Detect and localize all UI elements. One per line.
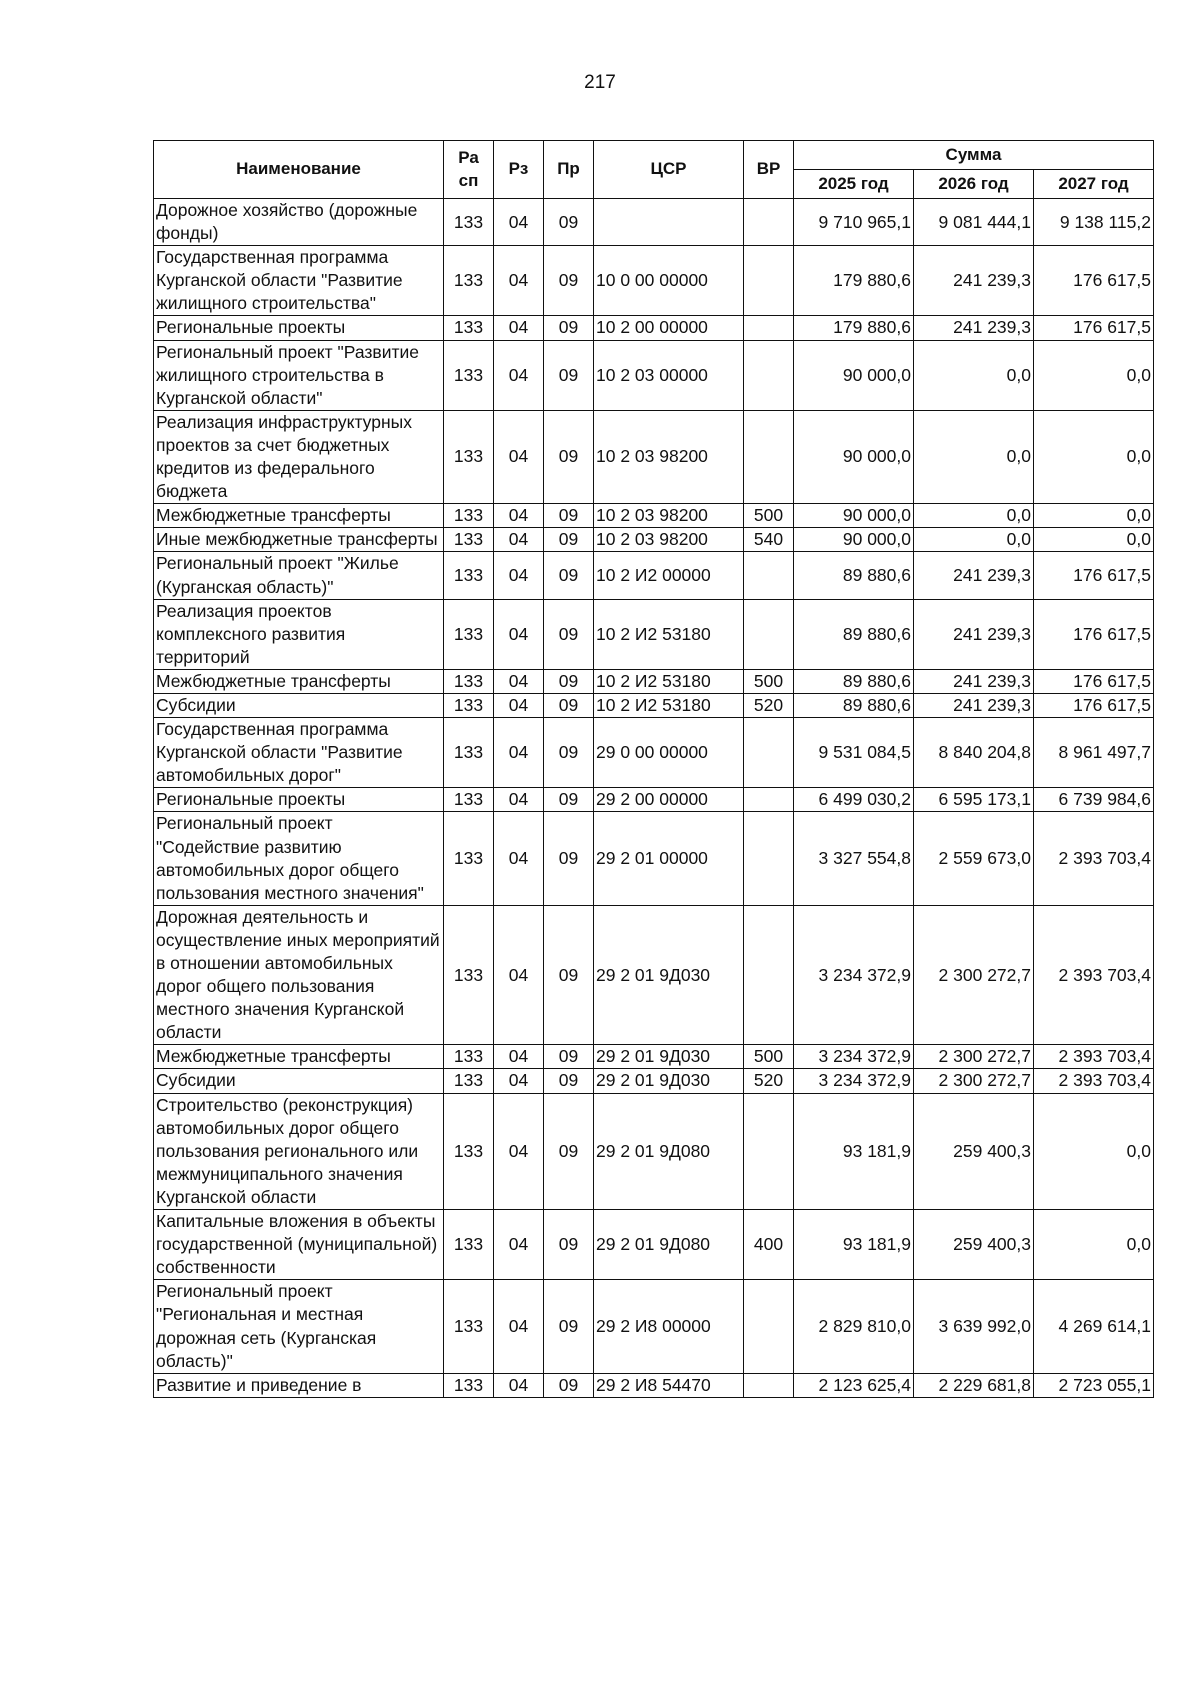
cell-2025: 179 880,6 — [794, 316, 914, 340]
cell-rasp: 133 — [444, 812, 494, 905]
cell-rasp: 133 — [444, 1069, 494, 1093]
cell-rz: 04 — [494, 669, 544, 693]
header-2025: 2025 год — [794, 170, 914, 199]
cell-rasp: 133 — [444, 246, 494, 316]
cell-2027: 0,0 — [1034, 528, 1154, 552]
cell-csr: 10 2 03 00000 — [594, 340, 744, 410]
cell-rz: 04 — [494, 1069, 544, 1093]
cell-2026: 241 239,3 — [914, 246, 1034, 316]
header-2026: 2026 год — [914, 170, 1034, 199]
cell-2027: 176 617,5 — [1034, 246, 1154, 316]
cell-csr: 29 2 И8 54470 — [594, 1373, 744, 1397]
cell-vr: 540 — [744, 528, 794, 552]
cell-pr: 09 — [544, 410, 594, 503]
cell-2025: 89 880,6 — [794, 599, 914, 669]
cell-rz: 04 — [494, 528, 544, 552]
cell-rasp: 133 — [444, 905, 494, 1045]
cell-csr: 29 2 01 00000 — [594, 812, 744, 905]
cell-2027: 176 617,5 — [1034, 552, 1154, 599]
cell-csr: 29 2 01 9Д030 — [594, 905, 744, 1045]
table-row — [154, 246, 1154, 316]
cell-pr: 09 — [544, 1210, 594, 1280]
cell-name: Субсидии — [154, 1069, 444, 1093]
cell-rz: 04 — [494, 905, 544, 1045]
table-row — [154, 669, 1154, 693]
cell-pr: 09 — [544, 552, 594, 599]
cell-vr — [744, 788, 794, 812]
cell-2027: 2 393 703,4 — [1034, 812, 1154, 905]
table-row — [154, 1373, 1154, 1397]
table-row — [154, 1093, 1154, 1209]
cell-csr: 10 2 03 98200 — [594, 528, 744, 552]
cell-rasp: 133 — [444, 504, 494, 528]
cell-2027: 176 617,5 — [1034, 316, 1154, 340]
cell-name: Реализация проектов комплексного развития территорий — [154, 599, 444, 669]
cell-name: Субсидии — [154, 693, 444, 717]
cell-2025: 2 123 625,4 — [794, 1373, 914, 1397]
cell-2026: 0,0 — [914, 528, 1034, 552]
cell-rz: 04 — [494, 599, 544, 669]
cell-pr: 09 — [544, 528, 594, 552]
table-row — [154, 788, 1154, 812]
cell-2026: 241 239,3 — [914, 316, 1034, 340]
cell-name: Развитие и приведение в — [154, 1373, 444, 1397]
cell-csr: 29 2 01 9Д030 — [594, 1069, 744, 1093]
cell-pr: 09 — [544, 693, 594, 717]
cell-2027: 2 723 055,1 — [1034, 1373, 1154, 1397]
cell-2026: 6 595 173,1 — [914, 788, 1034, 812]
cell-csr: 29 2 01 9Д080 — [594, 1210, 744, 1280]
cell-2027: 0,0 — [1034, 410, 1154, 503]
table-row — [154, 528, 1154, 552]
cell-name: Капитальные вложения в объекты государственной (муниципальной) собственности — [154, 1210, 444, 1280]
header-rasp-top: Ра — [458, 148, 479, 168]
cell-rz: 04 — [494, 246, 544, 316]
cell-2027: 2 393 703,4 — [1034, 1069, 1154, 1093]
cell-name: Региональные проекты — [154, 788, 444, 812]
cell-2025: 179 880,6 — [794, 246, 914, 316]
cell-pr: 09 — [544, 1069, 594, 1093]
cell-rasp: 133 — [444, 340, 494, 410]
table-body — [154, 199, 1154, 1398]
table-row — [154, 410, 1154, 503]
cell-2027: 9 138 115,2 — [1034, 199, 1154, 246]
cell-rasp: 133 — [444, 1373, 494, 1397]
cell-2025: 6 499 030,2 — [794, 788, 914, 812]
cell-2027: 176 617,5 — [1034, 693, 1154, 717]
cell-vr: 400 — [744, 1210, 794, 1280]
cell-rz: 04 — [494, 812, 544, 905]
cell-vr: 520 — [744, 693, 794, 717]
cell-2025: 90 000,0 — [794, 528, 914, 552]
cell-vr: 500 — [744, 1045, 794, 1069]
cell-rz: 04 — [494, 1045, 544, 1069]
cell-2026: 9 081 444,1 — [914, 199, 1034, 246]
cell-rz: 04 — [494, 552, 544, 599]
cell-csr: 10 2 00 00000 — [594, 316, 744, 340]
cell-name: Межбюджетные трансферты — [154, 669, 444, 693]
cell-2027: 8 961 497,7 — [1034, 718, 1154, 788]
cell-2025: 93 181,9 — [794, 1210, 914, 1280]
cell-2027: 176 617,5 — [1034, 669, 1154, 693]
cell-vr — [744, 718, 794, 788]
cell-rasp: 133 — [444, 1093, 494, 1209]
cell-2026: 3 639 992,0 — [914, 1280, 1034, 1373]
cell-csr: 10 2 03 98200 — [594, 410, 744, 503]
cell-2027: 2 393 703,4 — [1034, 905, 1154, 1045]
header-rz: Рз — [494, 141, 544, 199]
cell-csr: 29 2 00 00000 — [594, 788, 744, 812]
cell-rasp: 133 — [444, 669, 494, 693]
cell-vr — [744, 340, 794, 410]
table-row — [154, 1045, 1154, 1069]
cell-2026: 259 400,3 — [914, 1210, 1034, 1280]
cell-csr: 10 0 00 00000 — [594, 246, 744, 316]
cell-csr: 29 2 01 9Д030 — [594, 1045, 744, 1069]
cell-2027: 6 739 984,6 — [1034, 788, 1154, 812]
cell-rasp: 133 — [444, 788, 494, 812]
table-row — [154, 599, 1154, 669]
cell-vr — [744, 316, 794, 340]
cell-rz: 04 — [494, 788, 544, 812]
cell-pr: 09 — [544, 1280, 594, 1373]
cell-pr: 09 — [544, 1045, 594, 1069]
cell-csr: 10 2 И2 53180 — [594, 669, 744, 693]
header-pr: Пр — [544, 141, 594, 199]
cell-rasp: 133 — [444, 199, 494, 246]
cell-vr — [744, 812, 794, 905]
cell-2025: 3 327 554,8 — [794, 812, 914, 905]
cell-rz: 04 — [494, 340, 544, 410]
cell-2025: 89 880,6 — [794, 693, 914, 717]
cell-2025: 2 829 810,0 — [794, 1280, 914, 1373]
header-rasp — [444, 141, 494, 199]
cell-vr: 500 — [744, 669, 794, 693]
cell-vr — [744, 1093, 794, 1209]
cell-rz: 04 — [494, 1280, 544, 1373]
cell-2026: 2 300 272,7 — [914, 1045, 1034, 1069]
header-name: Наименование — [154, 141, 444, 199]
cell-pr: 09 — [544, 599, 594, 669]
cell-2025: 89 880,6 — [794, 552, 914, 599]
cell-2026: 2 300 272,7 — [914, 905, 1034, 1045]
cell-rz: 04 — [494, 1373, 544, 1397]
cell-2025: 90 000,0 — [794, 340, 914, 410]
cell-name: Иные межбюджетные трансферты — [154, 528, 444, 552]
cell-pr: 09 — [544, 316, 594, 340]
cell-name: Государственная программа Курганской области "Развитие автомобильных дорог" — [154, 718, 444, 788]
cell-2027: 0,0 — [1034, 1210, 1154, 1280]
cell-vr — [744, 552, 794, 599]
cell-name: Дорожная деятельность и осуществление иных мероприятий в отношении автомобильных дорог общего пользования местного значения Курганской области — [154, 905, 444, 1045]
cell-2025: 93 181,9 — [794, 1093, 914, 1209]
cell-2026: 0,0 — [914, 410, 1034, 503]
cell-pr: 09 — [544, 504, 594, 528]
cell-rasp: 133 — [444, 1210, 494, 1280]
cell-2026: 8 840 204,8 — [914, 718, 1034, 788]
table-row — [154, 693, 1154, 717]
cell-rasp: 133 — [444, 718, 494, 788]
header-2027: 2027 год — [1034, 170, 1154, 199]
cell-csr: 29 2 И8 00000 — [594, 1280, 744, 1373]
cell-pr: 09 — [544, 788, 594, 812]
cell-name: Межбюджетные трансферты — [154, 504, 444, 528]
cell-2026: 2 229 681,8 — [914, 1373, 1034, 1397]
header-sum: Сумма — [794, 141, 1154, 170]
header-csr: ЦСР — [594, 141, 744, 199]
table-row — [154, 504, 1154, 528]
cell-name: Региональные проекты — [154, 316, 444, 340]
table-row — [154, 199, 1154, 246]
cell-rz: 04 — [494, 504, 544, 528]
cell-pr: 09 — [544, 718, 594, 788]
cell-rasp: 133 — [444, 410, 494, 503]
cell-csr — [594, 199, 744, 246]
cell-rasp: 133 — [444, 1045, 494, 1069]
cell-csr: 10 2 03 98200 — [594, 504, 744, 528]
cell-2027: 2 393 703,4 — [1034, 1045, 1154, 1069]
table-row — [154, 1210, 1154, 1280]
cell-2025: 89 880,6 — [794, 669, 914, 693]
budget-table — [153, 140, 1154, 1398]
cell-vr: 500 — [744, 504, 794, 528]
page-number: 217 — [584, 72, 616, 93]
cell-name: Строительство (реконструкция) автомобильных дорог общего пользования регионального или межмуниципального значения Курганской области — [154, 1093, 444, 1209]
cell-2025: 9 710 965,1 — [794, 199, 914, 246]
cell-2026: 2 559 673,0 — [914, 812, 1034, 905]
table-row — [154, 812, 1154, 905]
cell-rz: 04 — [494, 410, 544, 503]
table-row — [154, 718, 1154, 788]
cell-pr: 09 — [544, 1093, 594, 1209]
cell-csr: 29 2 01 9Д080 — [594, 1093, 744, 1209]
cell-2027: 0,0 — [1034, 340, 1154, 410]
cell-rz: 04 — [494, 1210, 544, 1280]
cell-name: Региональный проект "Содействие развитию автомобильных дорог общего пользования местного значения" — [154, 812, 444, 905]
header-vr: ВР — [744, 141, 794, 199]
cell-vr — [744, 1280, 794, 1373]
cell-rasp: 133 — [444, 316, 494, 340]
cell-2027: 0,0 — [1034, 1093, 1154, 1209]
cell-name: Реализация инфраструктурных проектов за счет бюджетных кредитов из федерального бюджета — [154, 410, 444, 503]
cell-rz: 04 — [494, 693, 544, 717]
cell-csr: 29 0 00 00000 — [594, 718, 744, 788]
cell-2025: 90 000,0 — [794, 410, 914, 503]
cell-pr: 09 — [544, 669, 594, 693]
cell-csr: 10 2 И2 53180 — [594, 693, 744, 717]
cell-rz: 04 — [494, 199, 544, 246]
cell-vr — [744, 599, 794, 669]
cell-rz: 04 — [494, 1093, 544, 1209]
cell-name: Дорожное хозяйство (дорожные фонды) — [154, 199, 444, 246]
cell-pr: 09 — [544, 812, 594, 905]
cell-pr: 09 — [544, 199, 594, 246]
cell-vr — [744, 905, 794, 1045]
cell-pr: 09 — [544, 340, 594, 410]
cell-rz: 04 — [494, 718, 544, 788]
cell-pr: 09 — [544, 246, 594, 316]
cell-2025: 9 531 084,5 — [794, 718, 914, 788]
cell-name: Межбюджетные трансферты — [154, 1045, 444, 1069]
cell-vr: 520 — [744, 1069, 794, 1093]
cell-2027: 176 617,5 — [1034, 599, 1154, 669]
cell-vr — [744, 246, 794, 316]
cell-rz: 04 — [494, 316, 544, 340]
cell-rasp: 133 — [444, 528, 494, 552]
cell-2025: 3 234 372,9 — [794, 905, 914, 1045]
cell-name: Региональный проект "Жилье (Курганская область)" — [154, 552, 444, 599]
table-row — [154, 316, 1154, 340]
table-row — [154, 552, 1154, 599]
cell-2025: 3 234 372,9 — [794, 1069, 914, 1093]
cell-2025: 90 000,0 — [794, 504, 914, 528]
cell-name: Региональный проект "Региональная и местная дорожная сеть (Курганская область)" — [154, 1280, 444, 1373]
cell-pr: 09 — [544, 1373, 594, 1397]
cell-name: Государственная программа Курганской области "Развитие жилищного строительства" — [154, 246, 444, 316]
cell-2026: 241 239,3 — [914, 669, 1034, 693]
cell-csr: 10 2 И2 53180 — [594, 599, 744, 669]
cell-2026: 241 239,3 — [914, 599, 1034, 669]
cell-rasp: 133 — [444, 599, 494, 669]
cell-name: Региональный проект "Развитие жилищного строительства в Курганской области" — [154, 340, 444, 410]
cell-vr — [744, 1373, 794, 1397]
cell-2025: 3 234 372,9 — [794, 1045, 914, 1069]
cell-2026: 259 400,3 — [914, 1093, 1034, 1209]
cell-2026: 0,0 — [914, 340, 1034, 410]
cell-rasp: 133 — [444, 1280, 494, 1373]
cell-2027: 4 269 614,1 — [1034, 1280, 1154, 1373]
table-header — [154, 141, 1154, 199]
table-row — [154, 340, 1154, 410]
cell-pr: 09 — [544, 905, 594, 1045]
cell-2027: 0,0 — [1034, 504, 1154, 528]
cell-vr — [744, 199, 794, 246]
cell-vr — [744, 410, 794, 503]
cell-2026: 2 300 272,7 — [914, 1069, 1034, 1093]
table-row — [154, 905, 1154, 1045]
header-rasp-bottom: сп — [458, 170, 479, 190]
cell-2026: 241 239,3 — [914, 693, 1034, 717]
cell-csr: 10 2 И2 00000 — [594, 552, 744, 599]
table-row — [154, 1280, 1154, 1373]
cell-2026: 241 239,3 — [914, 552, 1034, 599]
table-row — [154, 1069, 1154, 1093]
cell-2026: 0,0 — [914, 504, 1034, 528]
cell-rasp: 133 — [444, 552, 494, 599]
cell-rasp: 133 — [444, 693, 494, 717]
